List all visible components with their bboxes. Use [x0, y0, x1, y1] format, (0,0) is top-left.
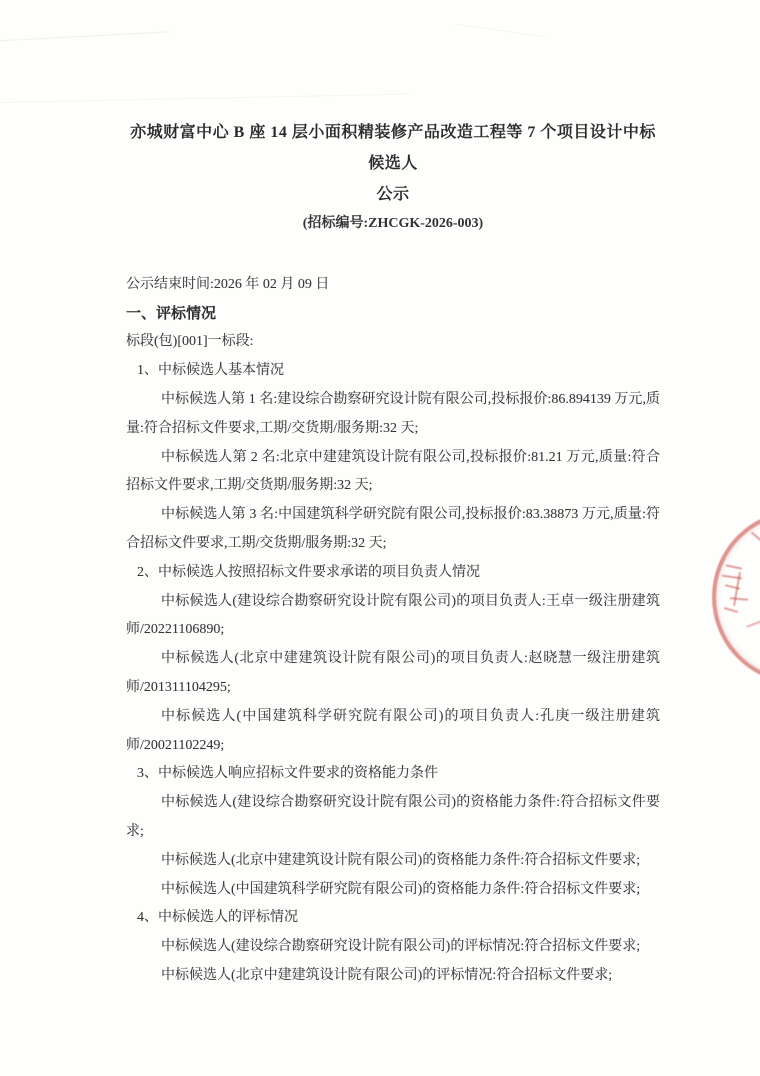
official-seal-stamp-icon — [712, 510, 760, 684]
candidate-3-project-leader: 中标候选人(中国建筑科学研究院有限公司)的项目负责人:孔庚一级注册建筑师/20021102249; — [126, 708, 660, 753]
item-2-heading: 2、中标候选人按照招标文件要求承诺的项目负责人情况 — [137, 564, 480, 580]
candidate-2-basic-info: 中标候选人第 2 名:北京中建建筑设计院有限公司,投标报价:81.21 万元,质量:符合招标文件要求,工期/交货期/服务期:32 天; — [126, 449, 660, 494]
candidate-1-evaluation: 中标候选人(建设综合勘察研究设计院有限公司)的评标情况:符合招标文件要求; — [161, 939, 641, 955]
publicity-end-time: 公示结束时间:2026 年 02 月 09 日 — [126, 276, 330, 292]
tender-number-line: (招标编号:ZHCGK-2026-003) — [302, 216, 484, 231]
item-3-heading: 3、中标候选人响应招标文件要求的资格能力条件 — [137, 766, 438, 782]
item-4-heading: 4、中标候选人的评标情况 — [137, 910, 298, 926]
seal-glyph-mark — [751, 532, 760, 543]
document-body — [126, 271, 660, 991]
section-1-heading: 一、评标情况 — [126, 305, 217, 322]
title-line-1: 亦城财富中心 B 座 14 层小面积精装修产品改造工程等 7 个项目设计中标候选人 — [130, 124, 656, 172]
seal-glyph-mark — [726, 564, 742, 569]
candidate-3-basic-info: 中标候选人第 3 名:中国建筑科学研究院有限公司,投标报价:83.38873 万元,质量:符合招标文件要求,工期/交货期/服务期:32 天; — [126, 507, 660, 551]
seal-glyph-mark — [725, 584, 740, 590]
item-1-heading: 1、中标候选人基本情况 — [137, 363, 284, 379]
candidate-2-evaluation: 中标候选人(北京中建建筑设计院有限公司)的评标情况:符合招标文件要求; — [161, 967, 613, 983]
title-line-2: 公示 — [376, 186, 410, 203]
document-title — [126, 0, 660, 210]
candidate-2-project-leader: 中标候选人(北京中建建筑设计院有限公司)的项目负责人:赵晓慧一级注册建筑师/201311104295; — [126, 651, 660, 695]
document-content — [126, 0, 660, 991]
lot-001-label: 标段(包)[001]一标段: — [126, 334, 254, 350]
candidate-1-basic-info: 中标候选人第 1 名:建设综合勘察研究设计院有限公司,投标报价:86.894139 万元,质量:符合招标文件要求,工期/交货期/服务期:32 天; — [126, 391, 660, 436]
seal-glyph-mark — [733, 572, 741, 606]
candidate-3-qualification: 中标候选人(中国建筑科学研究院有限公司)的资格能力条件:符合招标文件要求; — [161, 881, 641, 897]
candidate-1-project-leader: 中标候选人(建设综合勘察研究设计院有限公司)的项目负责人:王卓一级注册建筑师/20221106890; — [126, 593, 660, 638]
seal-glyph-mark — [722, 575, 742, 580]
candidate-1-qualification: 中标候选人(建设综合勘察研究设计院有限公司)的资格能力条件:符合招标文件要求; — [126, 795, 660, 839]
seal-glyph-mark — [730, 597, 748, 601]
seal-glyph-mark — [746, 618, 760, 627]
candidate-2-qualification: 中标候选人(北京中建建筑设计院有限公司)的资格能力条件:符合招标文件要求; — [161, 852, 641, 868]
seal-glyph-mark — [724, 607, 738, 613]
